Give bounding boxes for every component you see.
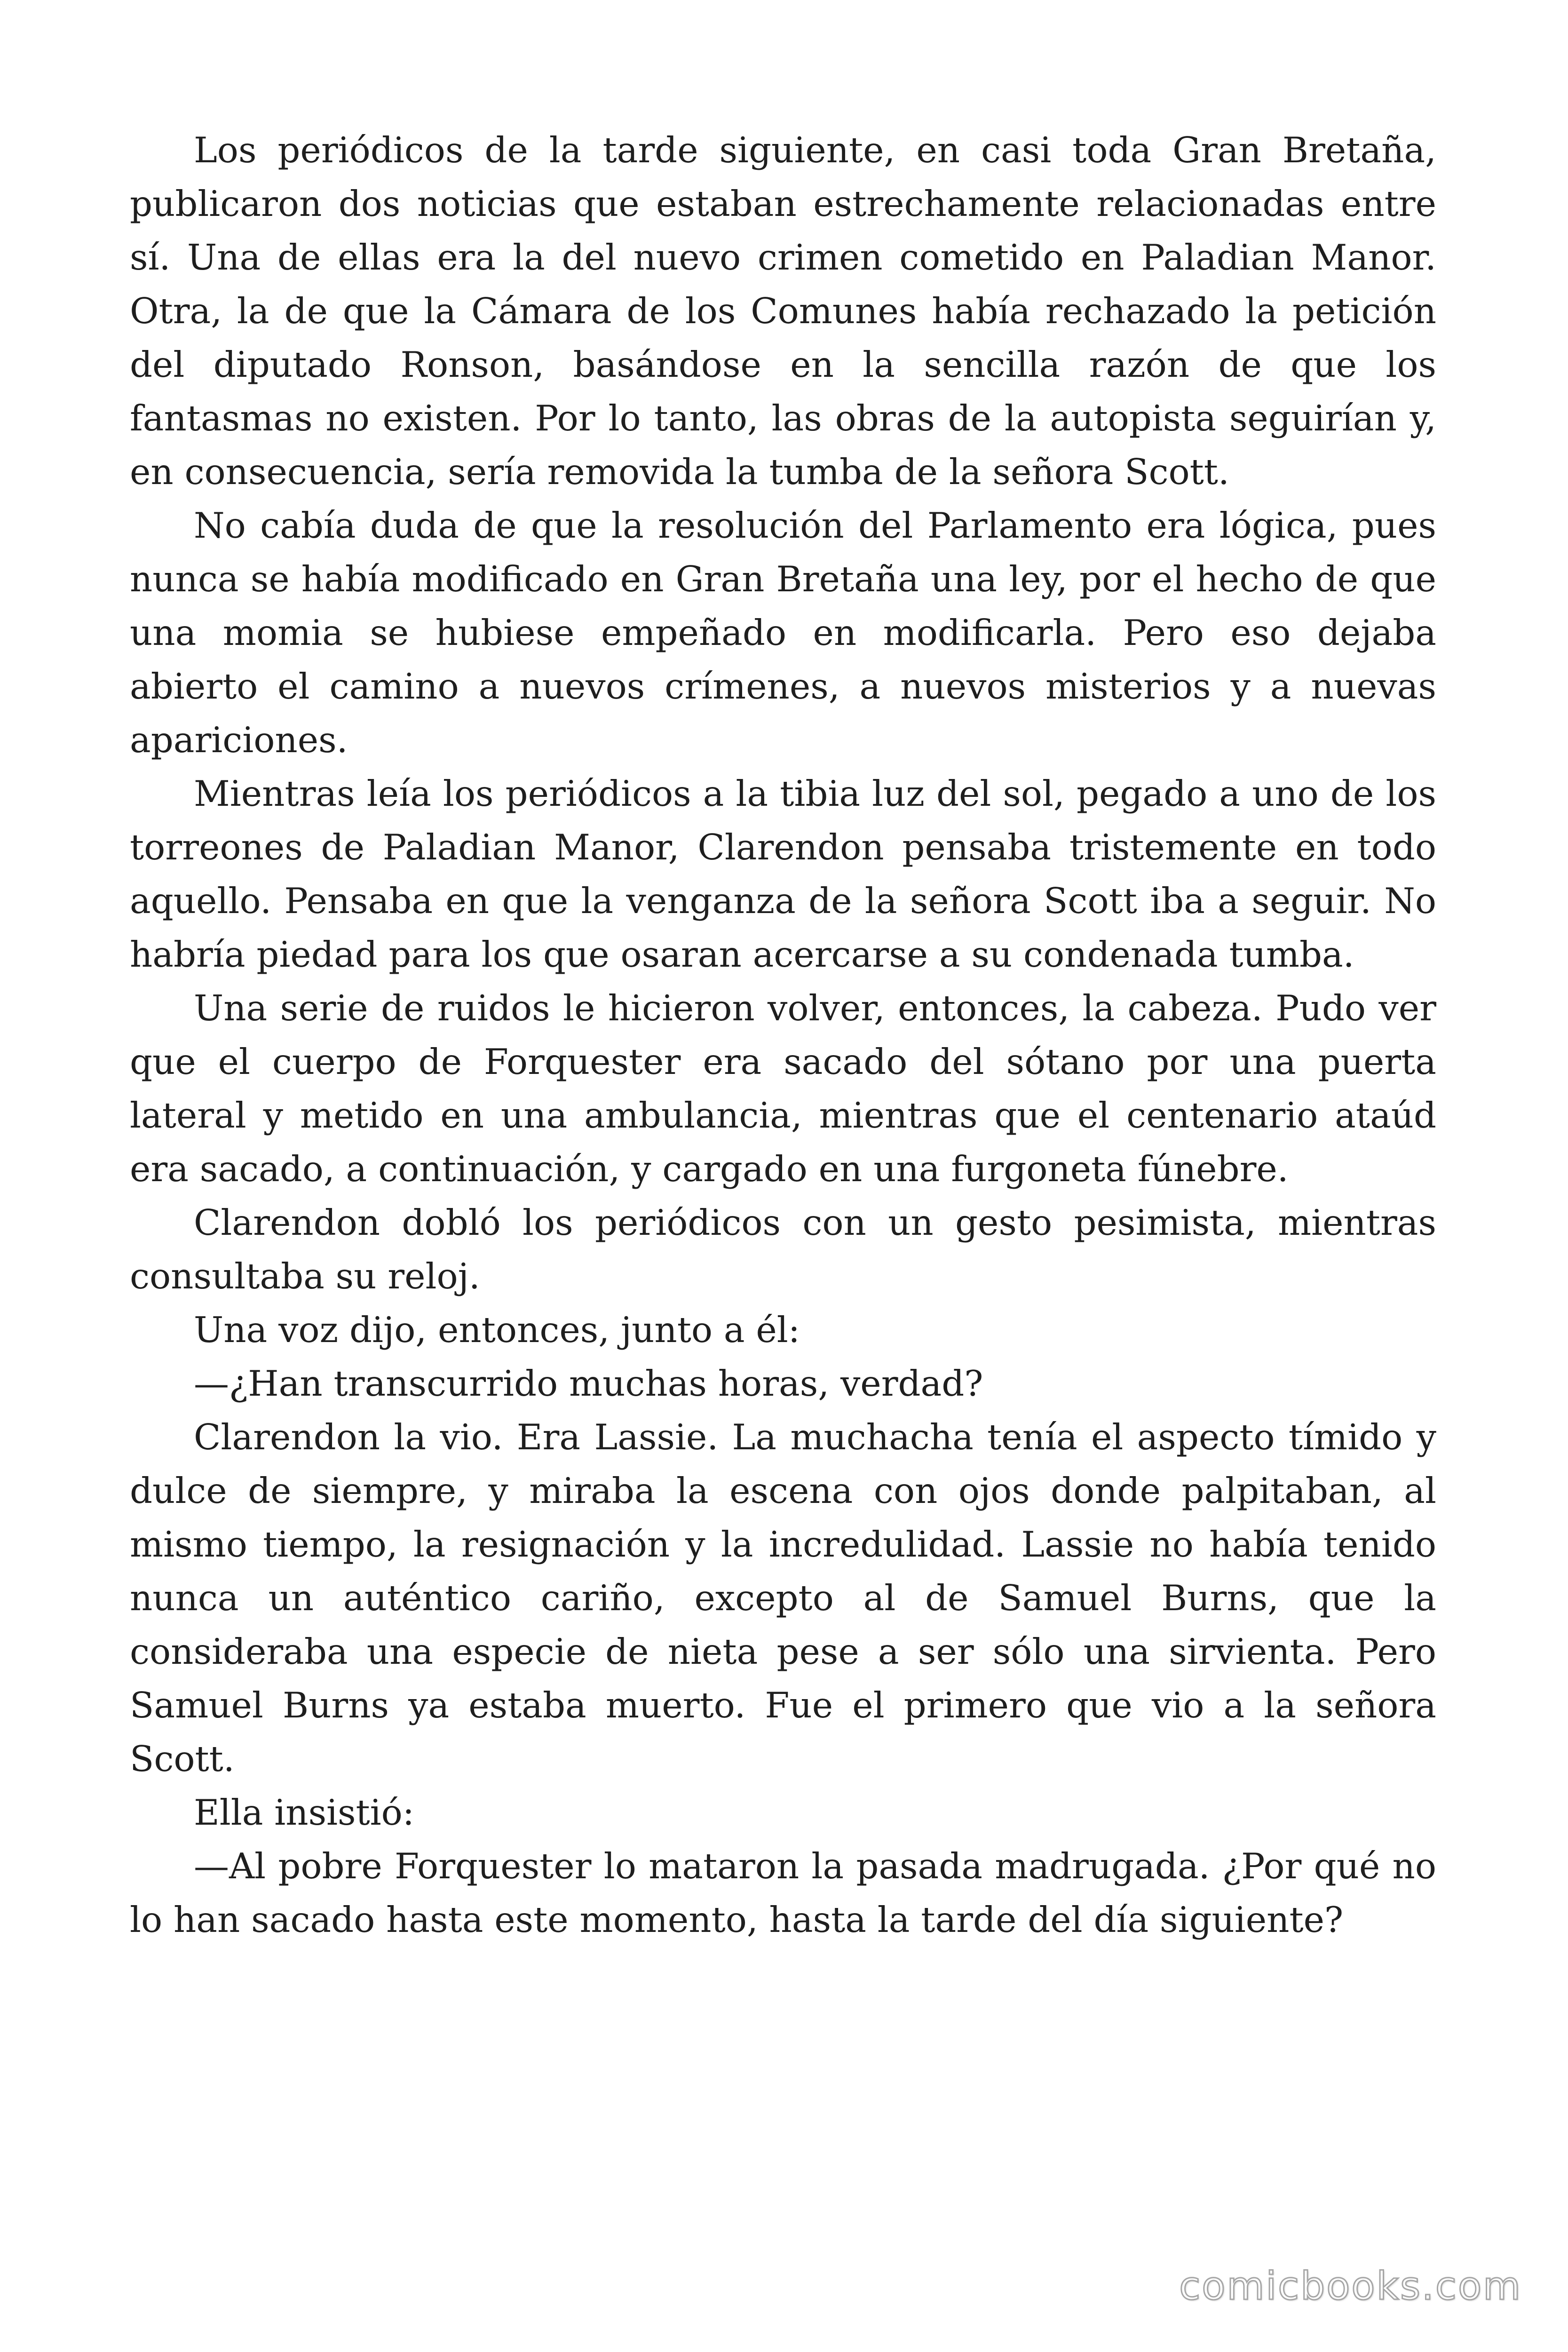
- paragraph-1: Los periódicos de la tarde siguiente, en casi toda Gran Bretaña, publicaron dos noticias que estaban estrechamente relacionadas entre sí. Una de ellas era la del nuevo crimen cometido en Paladian Manor. Otra, la de que la Cámara de los Comunes había rechazado la petición del diputado Ronson, basándose en la sencilla razón de que los fantasmas no existen. Por lo tanto, las obras de la autopista seguirían y, en consecuencia, sería removida la tumba de la señora Scott.: [130, 129, 1436, 493]
- paragraph-10: —Al pobre Forquester lo mataron la pasada madrugada. ¿Por qué no lo han sacado hasta este momento, hasta la tarde del día siguiente?: [130, 1845, 1436, 1940]
- paragraph-4: Una serie de ruidos le hicieron volver, entonces, la cabeza. Pudo ver que el cuerpo de Forquester era sacado del sótano por una puerta lateral y metido en una ambulancia, mientras que el centenario ataúd era sacado, a continuación, y cargado en una furgoneta fúnebre.: [130, 987, 1436, 1190]
- paragraph-3: Mientras leía los periódicos a la tibia luz del sol, pegado a uno de los torreones de Paladian Manor, Clarendon pensaba tristemente en todo aquello. Pensaba en que la venganza de la señora Scott iba a seguir. No habría piedad para los que osaran acercarse a su condenada tumba.: [130, 773, 1436, 975]
- paragraph-9: Ella insistió:: [194, 1792, 415, 1833]
- body-text: [130, 123, 1436, 1947]
- paragraph-6: Una voz dijo, entonces, junto a él:: [194, 1309, 800, 1351]
- paragraph-7: —¿Han transcurrido muchas horas, verdad?: [194, 1363, 983, 1404]
- watermark: comicbooks.com: [1179, 2264, 1522, 2309]
- paragraph-2: No cabía duda de que la resolución del Parlamento era lógica, pues nunca se había modificado en Gran Bretaña una ley, por el hecho de que una momia se hubiese empeñado en modificarla. Pero eso dejaba abierto el camino a nuevos crímenes, a nuevos misterios y a nuevas apariciones.: [130, 505, 1436, 761]
- paragraph-8: Clarendon la vio. Era Lassie. La muchacha tenía el aspecto tímido y dulce de siempre, y miraba la escena con ojos donde palpitaban, al mismo tiempo, la resignación y la incredulidad. Lassie no había tenido nunca un auténtico cariño, excepto al de Samuel Burns, que la consideraba una especie de nieta pese a ser sólo una sirvienta. Pero Samuel Burns ya estaba muerto. Fue el primero que vio a la señora Scott.: [130, 1416, 1436, 1780]
- paragraph-5: Clarendon dobló los periódicos con un gesto pesimista, mientras consultaba su reloj.: [130, 1202, 1436, 1297]
